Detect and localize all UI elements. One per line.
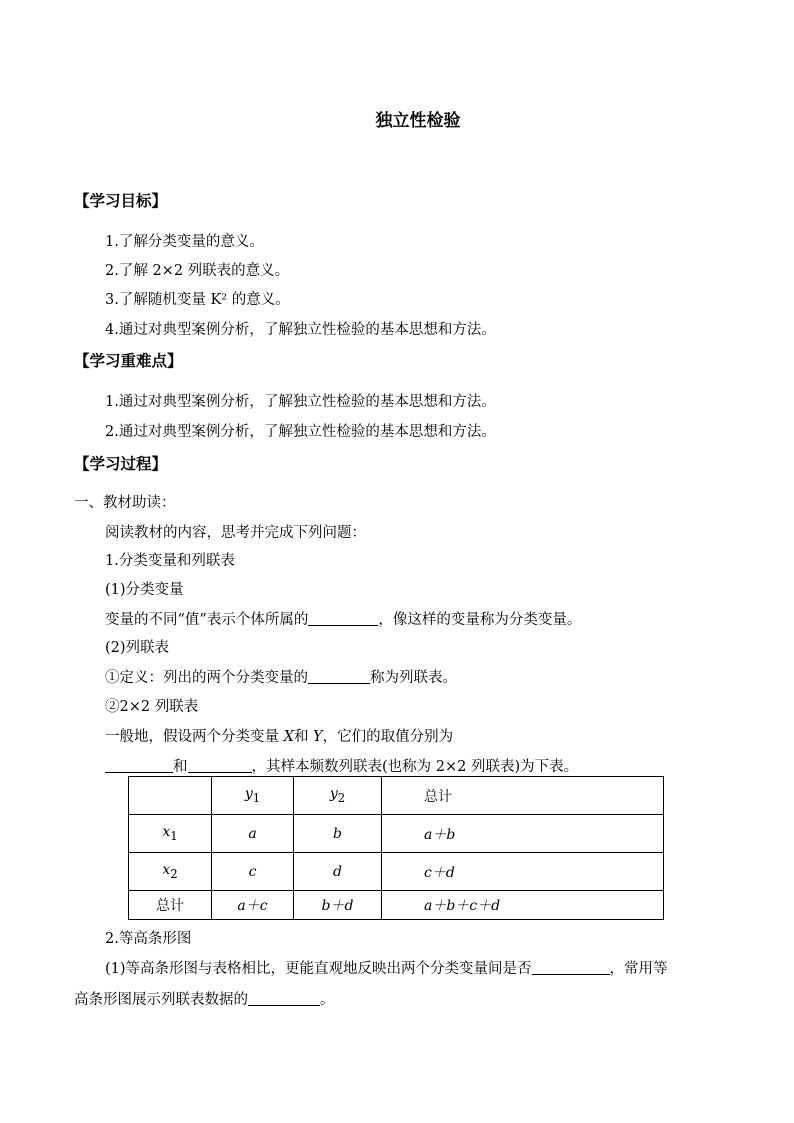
table-cell: c [212, 853, 294, 891]
table-header-total: 总计 [382, 777, 664, 815]
variable-x: X [283, 729, 294, 745]
section-key-points: 【学习重难点】 [74, 351, 183, 370]
sentence-part: ，像这样的变量称为分类变量。 [378, 612, 582, 628]
table-header-y1: $y_1$ [212, 777, 294, 815]
general-sentence [105, 727, 453, 747]
sub-3-heading: ②2×2 列联表 [105, 699, 199, 715]
table-cell: d [294, 853, 382, 891]
section-learning-process: 【学习过程】 [74, 454, 168, 473]
sentence-part: 高条形图展示列联表数据的 [74, 992, 248, 1008]
sentence-part: 和 [293, 729, 314, 745]
sub-1-heading: (1)分类变量 [105, 582, 184, 598]
table-cell: c＋d [382, 853, 664, 891]
variable-y: Y [313, 729, 323, 745]
fill-blank [248, 990, 320, 1006]
table-cell: b [294, 815, 382, 853]
table-row [129, 815, 664, 853]
values-sentence [105, 757, 578, 777]
table-row-x1: $x_1$ [129, 815, 212, 853]
sentence-part: 。 [320, 992, 335, 1008]
table-row [129, 891, 664, 920]
sentence-part: ，常用等 [609, 961, 668, 977]
key-point-2: 2.通过对典型案例分析，了解独立性检验的基本思想和方法。 [105, 424, 496, 440]
bar-chart-sentence [105, 959, 668, 979]
contingency-table [128, 776, 664, 920]
sentence-part: 一般地，假设两个分类变量 [105, 729, 284, 745]
table-header-y2: $y_2$ [294, 777, 382, 815]
fill-blank [308, 668, 370, 684]
sentence-part: 变量的不同“值”表示个体所属的 [105, 612, 309, 628]
document-title: 独立性检验 [375, 111, 461, 131]
sentence-part: ，其样本频数列联表(也称为 2×2 列联表)为下表。 [251, 759, 579, 775]
table-cell: b＋d [294, 891, 382, 920]
table-cell: a＋c [212, 891, 294, 920]
table-cell: a＋b [382, 815, 664, 853]
fill-blank [188, 757, 252, 773]
goal-4: 4.通过对典型案例分析，了解独立性检验的基本思想和方法。 [105, 322, 496, 338]
table-row [129, 853, 664, 891]
goal-3: 3.了解随机变量 K² 的意义。 [105, 292, 290, 308]
section-learning-goals: 【学习目标】 [74, 191, 168, 210]
sub-2-heading: (2)列联表 [105, 640, 170, 656]
sentence-part: ，它们的取值分别为 [322, 729, 454, 745]
table-row-total: 总计 [129, 891, 212, 920]
part-one-heading: 一、教材助读： [74, 495, 176, 511]
item-1-heading: 1.分类变量和列联表 [105, 553, 235, 569]
table-row-x2: $x_2$ [129, 853, 212, 891]
definition-sentence [105, 668, 457, 688]
sentence-part: 和 [173, 759, 188, 775]
table-cell: a [212, 815, 294, 853]
sentence-part: ①定义：列出的两个分类变量的 [105, 670, 308, 686]
bar-chart-sentence-cont [74, 990, 335, 1010]
item-2-heading: 2.等高条形图 [105, 931, 192, 947]
fill-blank [105, 757, 173, 773]
table-cell: a＋b＋c＋d [382, 891, 664, 920]
fill-blank [532, 959, 610, 975]
categorical-variable-sentence [105, 610, 581, 630]
goal-1: 1.了解分类变量的意义。 [105, 234, 264, 250]
fill-blank [308, 610, 378, 626]
key-point-1: 1.通过对典型案例分析，了解独立性检验的基本思想和方法。 [105, 394, 496, 410]
table-header-row [129, 777, 664, 815]
sentence-part: 称为列联表。 [370, 670, 457, 686]
sentence-part: (1)等高条形图与表格相比，更能直观地反映出两个分类变量间是否 [105, 961, 532, 977]
goal-2: 2.了解 2×2 列联表的意义。 [105, 263, 290, 279]
reading-instruction: 阅读教材的内容，思考并完成下列问题： [105, 525, 366, 541]
table-cell [129, 777, 212, 815]
